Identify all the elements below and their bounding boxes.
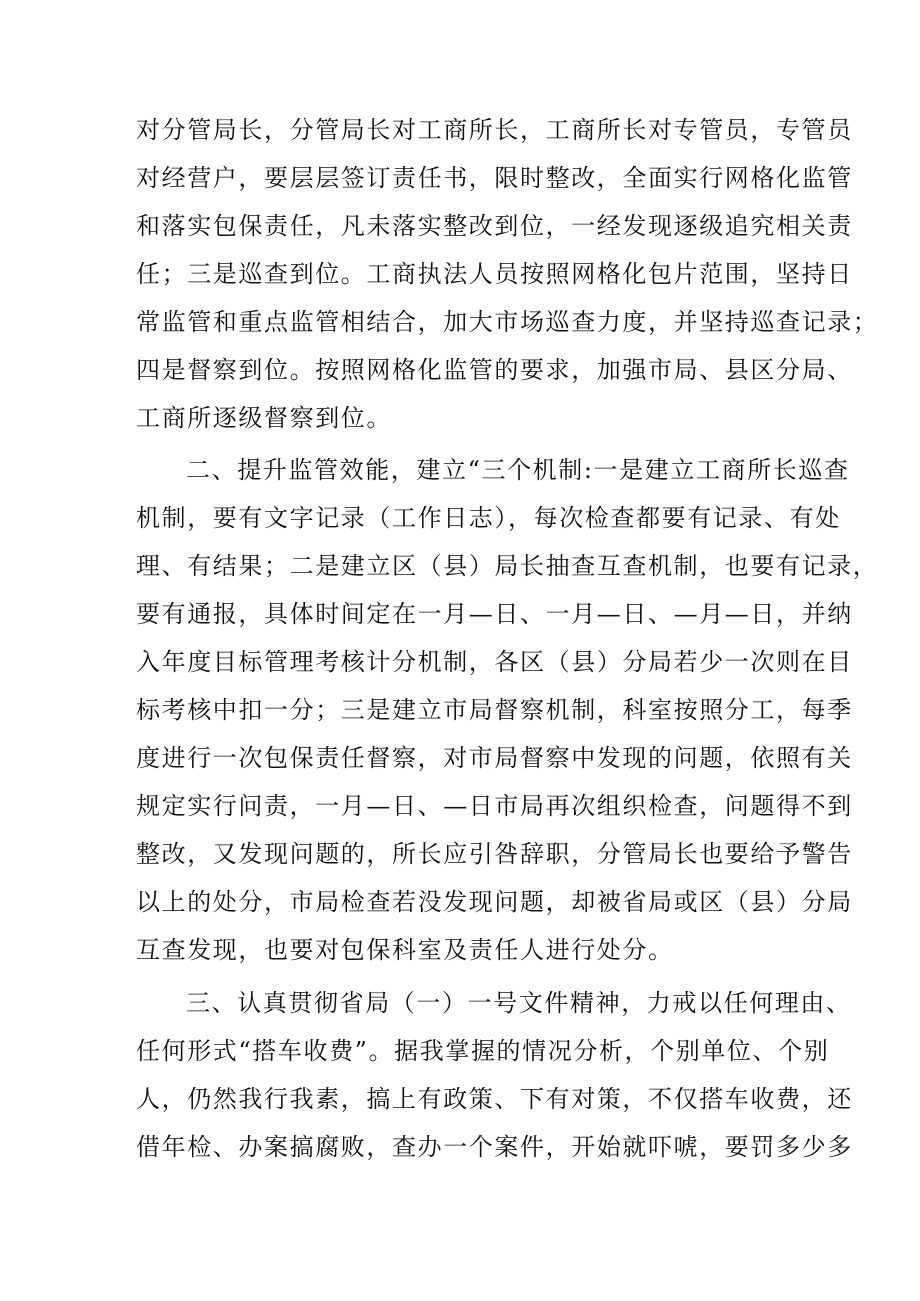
text-line: 借年检、办案搞腐败，查办一个案件，开始就吓唬，要罚多少多 <box>136 1133 853 1161</box>
text-line: 任；三是巡查到位。工商执法人员按照网格化包片范围，坚持日 <box>136 260 853 288</box>
text-line: 机制，要有文字记录（工作日志），每次检查都要有记录、有处 <box>136 504 841 532</box>
text-line: 和落实包保责任，凡未落实整改到位，一经发现逐级追究相关责 <box>136 212 853 240</box>
text-line: 对经营户，要层层签订责任书，限时整改，全面实行网格化监管 <box>136 164 853 192</box>
text-line: 工商所逐级督察到位。 <box>136 404 392 432</box>
text-line: 互查发现，也要对包保科室及责任人进行处分。 <box>136 936 674 964</box>
text-line: 理、有结果；二是建立区（县）局长抽查互查机制，也要有记录， <box>136 552 879 580</box>
text-line: 常监管和重点监管相结合，加大市场巡查力度，并坚持巡查记录； <box>136 308 879 336</box>
text-line: 入年度目标管理考核计分机制，各区（县）分局若少一次则在目 <box>136 648 853 676</box>
text-line: 人，仍然我行我素，搞上有政策、下有对策，不仅搭车收费，还 <box>136 1085 853 1113</box>
text-line: 度进行一次包保责任督察，对市局督察中发现的问题，依照有关 <box>136 744 853 772</box>
text-line: 四是督察到位。按照网格化监管的要求，加强市局、县区分局、 <box>136 356 853 384</box>
text-line: 要有通报，具体时间定在一月—日、一月—日、—月—日，并纳 <box>136 600 853 628</box>
text-line: 标考核中扣一分；三是建立市局督察机制，科室按照分工，每季 <box>136 696 853 724</box>
paragraph-start-line: 二、提升监管效能，建立“三个机制:一是建立工商所长巡查 <box>186 456 850 484</box>
text-line: 以上的处分，市局检查若没发现问题，却被省局或区（县）分局 <box>136 888 853 916</box>
text-line: 规定实行问责，一月—日、—日市局再次组织检查，问题得不到 <box>136 792 853 820</box>
text-line: 整改，又发现问题的，所长应引咎辞职，分管局长也要给予警告 <box>136 840 853 868</box>
paragraph-start-line: 三、认真贯彻省局（一）一号文件精神，力戒以任何理由、 <box>186 989 852 1017</box>
text-line: 对分管局长，分管局长对工商所长，工商所长对专管员，专管员 <box>136 116 853 144</box>
text-line: 任何形式“搭车收费”。据我掌握的情况分析，个别单位、个别 <box>136 1037 830 1065</box>
